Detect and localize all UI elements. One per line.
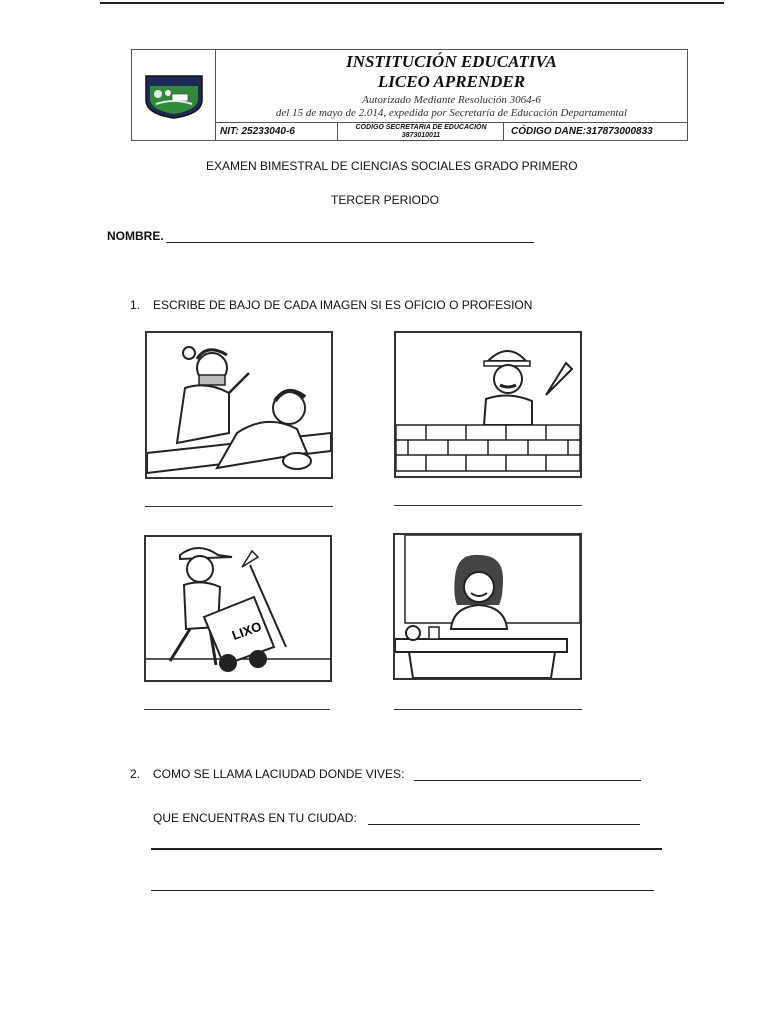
bricklayer-illustration xyxy=(396,333,580,476)
answer-line-3[interactable] xyxy=(144,709,330,710)
cart-label: LIXO xyxy=(229,618,264,643)
school-crest-icon xyxy=(132,50,215,140)
q1-number: 1. xyxy=(130,298,141,312)
dentist-illustration xyxy=(147,333,331,477)
answer-line-6[interactable] xyxy=(151,890,654,891)
authorization-text: Autorizado Mediante Resolución 3064-6 xyxy=(362,94,541,106)
answer-line-1[interactable] xyxy=(145,506,333,507)
city-name-line[interactable] xyxy=(414,780,641,781)
exam-period: TERCER PERIODO xyxy=(331,193,440,207)
codes-row xyxy=(216,122,687,141)
bricklayer-image xyxy=(394,331,582,478)
secretaria-code: 3873010011 xyxy=(401,132,441,139)
answer-line-2[interactable] xyxy=(394,505,582,506)
answer-line-5[interactable] xyxy=(151,848,662,850)
garbage-collector-image xyxy=(144,535,332,682)
school-title-cell xyxy=(216,50,687,122)
answer-line-4[interactable] xyxy=(394,709,582,710)
nit-code: NIT: 25233040-6 xyxy=(216,123,338,141)
garbage-collector-illustration xyxy=(146,537,330,680)
institution-title: INSTITUCIÓN EDUCATIVA xyxy=(346,52,557,71)
dane-code: CÓDIGO DANE:317873000833 xyxy=(511,126,653,137)
name-label: NOMBRE. xyxy=(107,229,164,243)
institution-name: LICEO APRENDER xyxy=(377,72,526,91)
q2-number: 2. xyxy=(130,767,141,781)
dentist-image xyxy=(145,331,333,479)
secretaria-code-cell xyxy=(339,123,504,141)
q1-text: ESCRIBE DE BAJO DE CADA IMAGEN SI ES OFICIO O PROFESION xyxy=(153,298,533,312)
school-logo-cell xyxy=(132,50,216,140)
school-header xyxy=(131,49,688,141)
city-things-line[interactable] xyxy=(368,824,640,825)
top-rule xyxy=(100,2,724,4)
name-field-line[interactable] xyxy=(166,242,534,243)
q2-text: COMO SE LLAMA LACIUDAD DONDE VIVES: xyxy=(153,767,405,781)
teacher-image xyxy=(393,533,582,680)
teacher-illustration xyxy=(395,535,580,678)
authorization-date: del 15 de mayo de 2.014, expedida por Secretaría de Educación Departamental xyxy=(275,107,628,119)
exam-title: EXAMEN BIMESTRAL DE CIENCIAS SOCIALES GRADO PRIMERO xyxy=(206,159,578,173)
secretaria-label: CÓDIGO SECRETARIA DE EDUCACIÓN xyxy=(355,124,487,131)
q3-text: QUE ENCUENTRAS EN TU CIUDAD: xyxy=(153,811,357,825)
